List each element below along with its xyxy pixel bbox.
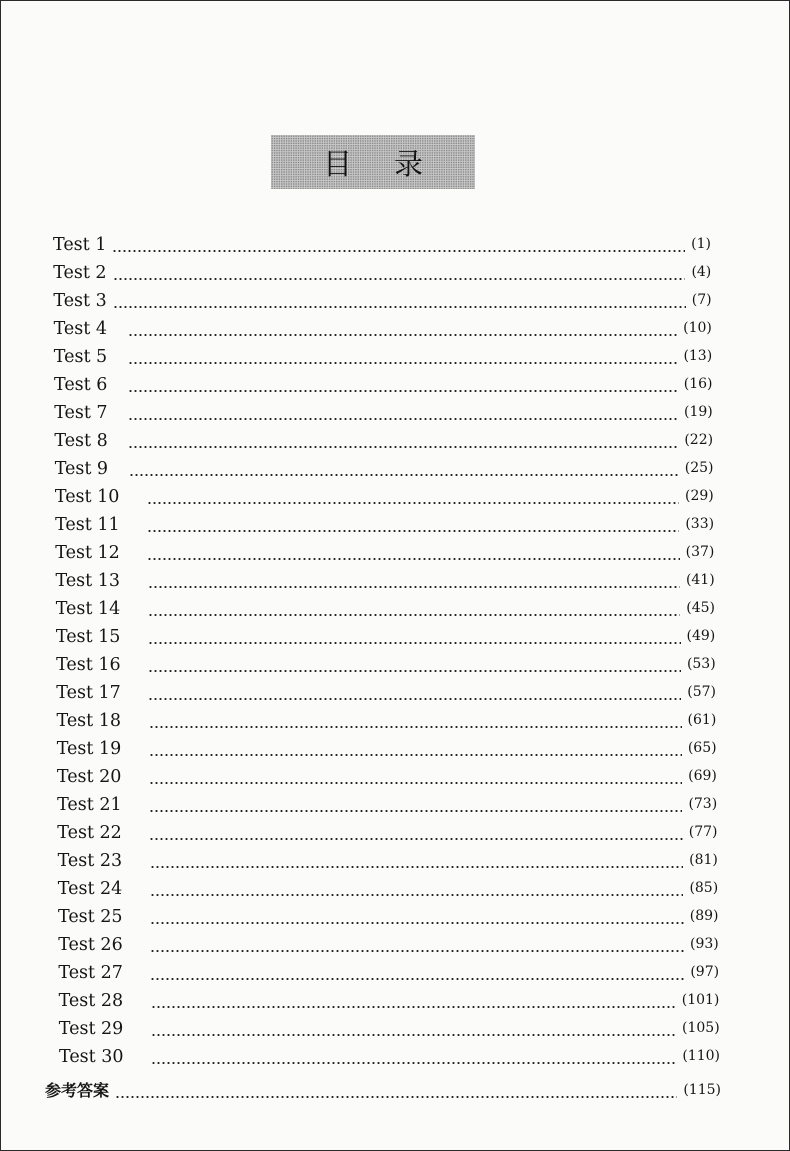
toc-label: Test 4 xyxy=(53,319,107,339)
dot-leader xyxy=(128,334,678,336)
toc-label: Test 17 xyxy=(56,683,121,703)
toc-page-number: (13) xyxy=(683,348,713,364)
toc-row-answers[interactable] xyxy=(45,1077,721,1101)
toc-row[interactable] xyxy=(56,651,716,675)
dot-leader xyxy=(148,614,681,616)
toc-page-number: (105) xyxy=(682,1020,720,1036)
toc-page-number: (115) xyxy=(683,1082,721,1098)
toc-label: Test 14 xyxy=(55,599,121,619)
toc-page-number: (10) xyxy=(683,320,712,336)
toc-page-number: (25) xyxy=(684,460,714,476)
toc-page-number: (69) xyxy=(688,768,717,784)
dot-leader xyxy=(128,390,678,392)
toc-label: Test 7 xyxy=(54,403,108,423)
toc-row[interactable] xyxy=(57,707,717,731)
page-title: 目录 xyxy=(322,146,465,181)
toc-row[interactable] xyxy=(55,483,714,507)
dot-leader xyxy=(149,810,682,812)
toc-row[interactable] xyxy=(59,987,720,1011)
dot-leader xyxy=(149,782,682,784)
toc-row[interactable] xyxy=(57,791,717,815)
dot-leader xyxy=(128,446,678,448)
toc-page-number: (1) xyxy=(691,236,711,252)
toc-label: Test 29 xyxy=(58,1019,124,1039)
dot-leader xyxy=(150,894,684,896)
dot-leader xyxy=(151,1006,676,1008)
dot-leader xyxy=(113,306,686,308)
dot-leader xyxy=(151,1062,676,1064)
toc-row[interactable] xyxy=(58,847,718,871)
toc-page-number: (97) xyxy=(690,964,720,980)
toc-label: Test 3 xyxy=(53,291,107,311)
dot-leader xyxy=(149,838,682,840)
toc-label: Test 16 xyxy=(56,655,121,675)
toc-page-number: (85) xyxy=(689,880,719,896)
toc-page-number: (37) xyxy=(685,544,715,560)
toc-page-number: (65) xyxy=(687,740,717,756)
toc-page-number: (4) xyxy=(691,264,712,280)
toc-page-number: (53) xyxy=(686,656,716,672)
toc-row[interactable] xyxy=(54,399,713,423)
toc-label: Test 27 xyxy=(58,963,123,983)
toc-row[interactable] xyxy=(56,679,716,703)
toc-page-number: (33) xyxy=(685,516,715,532)
dot-leader xyxy=(112,250,685,252)
toc-label: Test 19 xyxy=(56,739,122,759)
dot-leader xyxy=(148,698,681,700)
toc-page-number: (19) xyxy=(684,404,713,420)
toc-row[interactable] xyxy=(59,1015,720,1039)
toc-label: Test 5 xyxy=(53,347,108,367)
dot-leader xyxy=(148,642,681,644)
dot-leader xyxy=(148,586,680,588)
toc-label: Test 8 xyxy=(54,431,108,451)
toc-row[interactable] xyxy=(54,371,713,395)
toc-label: Test 30 xyxy=(59,1047,124,1067)
toc-page-number: (81) xyxy=(689,852,718,868)
toc-row[interactable] xyxy=(54,315,712,339)
toc-row[interactable] xyxy=(56,567,715,591)
toc-row[interactable] xyxy=(58,875,718,899)
toc-page-number: (73) xyxy=(688,796,718,812)
toc-label: Test 12 xyxy=(55,543,120,563)
toc-label: Test 11 xyxy=(55,515,120,535)
toc-row[interactable] xyxy=(58,903,719,927)
toc-label: Test 28 xyxy=(58,991,124,1011)
dot-leader xyxy=(150,978,684,980)
dot-leader xyxy=(148,670,681,672)
dot-leader xyxy=(147,530,679,532)
dot-leader xyxy=(150,866,684,868)
toc-label: Test 24 xyxy=(57,879,123,899)
toc-label: Test 21 xyxy=(57,795,122,815)
toc-page-number: (16) xyxy=(683,376,713,392)
toc-page-number: (41) xyxy=(685,572,715,588)
toc-row[interactable] xyxy=(55,539,714,563)
toc-label: Test 1 xyxy=(53,235,107,255)
toc-page-number: (7) xyxy=(691,292,712,308)
toc-row[interactable] xyxy=(57,763,717,787)
toc-label: Test 9 xyxy=(54,459,109,479)
dot-leader xyxy=(150,950,684,952)
toc-row[interactable] xyxy=(57,819,717,843)
dot-leader xyxy=(115,1096,677,1098)
toc-label: Test 13 xyxy=(55,571,121,591)
toc-label: Test 20 xyxy=(56,767,122,787)
toc-row[interactable] xyxy=(56,595,715,619)
toc-row[interactable] xyxy=(54,427,713,451)
toc-row[interactable] xyxy=(59,1043,720,1067)
dot-leader xyxy=(128,362,678,364)
toc-label: Test 15 xyxy=(55,627,121,647)
dot-leader xyxy=(150,922,684,924)
toc-list xyxy=(1,1,789,1150)
toc-row[interactable] xyxy=(55,455,714,479)
toc-page-number: (101) xyxy=(681,992,720,1008)
toc-label: Test 26 xyxy=(58,935,123,955)
toc-row[interactable] xyxy=(56,623,715,647)
dot-leader xyxy=(147,502,679,504)
toc-page-number: (45) xyxy=(686,600,715,616)
dot-leader xyxy=(149,726,682,728)
dot-leader xyxy=(149,754,682,756)
dot-leader xyxy=(129,474,679,476)
toc-label: 参考答案 xyxy=(45,1081,110,1100)
toc-label: Test 18 xyxy=(56,711,122,731)
dot-leader xyxy=(128,418,678,420)
toc-row[interactable] xyxy=(57,735,717,759)
toc-label: Test 25 xyxy=(58,907,123,927)
toc-row[interactable] xyxy=(58,959,719,983)
toc-row[interactable] xyxy=(53,287,711,311)
toc-page-number: (49) xyxy=(686,628,716,644)
toc-page-number: (77) xyxy=(688,824,718,840)
dot-leader xyxy=(147,558,679,560)
toc-row[interactable] xyxy=(55,511,714,535)
toc-page-number: (93) xyxy=(690,936,719,952)
toc-page-number: (22) xyxy=(684,432,714,448)
toc-row[interactable] xyxy=(53,231,711,255)
dot-leader xyxy=(113,278,686,280)
toc-row[interactable] xyxy=(54,343,712,367)
toc-label: Test 10 xyxy=(54,487,120,507)
toc-page-number: (110) xyxy=(682,1048,720,1064)
toc-label: Test 22 xyxy=(57,823,122,843)
toc-page-number: (89) xyxy=(689,908,719,924)
toc-label: Test 2 xyxy=(53,263,107,283)
toc-row[interactable] xyxy=(58,931,719,955)
toc-page-number: (29) xyxy=(685,488,714,504)
toc-label: Test 6 xyxy=(54,375,108,395)
toc-page-number: (61) xyxy=(687,712,717,728)
toc-page-number: (57) xyxy=(687,684,716,700)
toc-row[interactable] xyxy=(53,259,711,283)
toc-label: Test 23 xyxy=(57,851,123,871)
dot-leader xyxy=(151,1034,676,1036)
